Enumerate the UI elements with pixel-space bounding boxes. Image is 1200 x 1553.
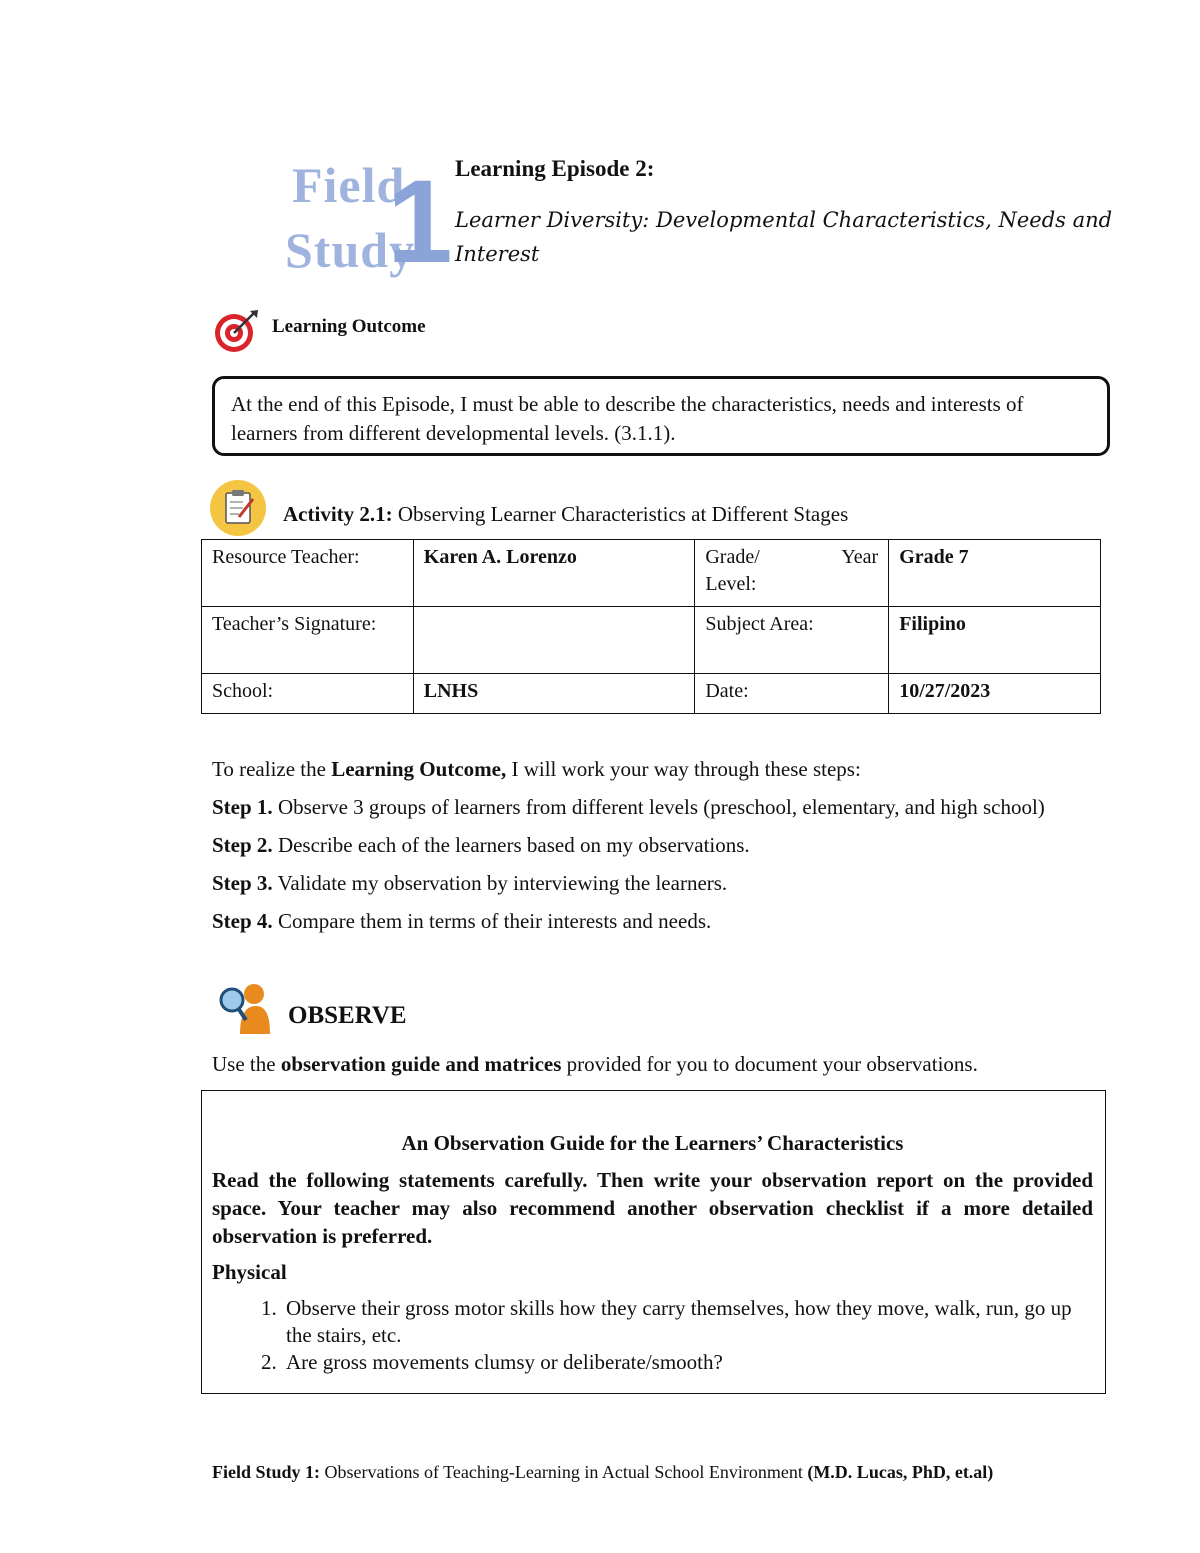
subject-area-label: Subject Area:: [695, 607, 889, 674]
episode-title: Learning Episode 2:: [455, 156, 655, 181]
date-label: Date:: [695, 674, 889, 714]
footer-course: Field Study 1:: [212, 1462, 321, 1482]
guide-instructions: Read the following statements carefully. Then write your observation report on the provided space. Your teacher may also recommend another observation checklist if a more detailed observation is preferred.: [212, 1168, 1093, 1248]
target-icon: [212, 308, 260, 354]
observe-text-post: provided for you to document your observations.: [566, 1052, 978, 1076]
step-text: Compare them in terms of their interests and needs.: [277, 909, 712, 933]
grade-level-value: Grade 7: [889, 540, 1101, 607]
step-label: Step 4.: [212, 909, 273, 933]
grade-label-part: Grade/: [705, 546, 760, 568]
learning-outcome-text: At the end of this Episode, I must be able to describe the characteristics, needs and interests of learners from different developmental levels. (3.1.1).: [231, 392, 1024, 445]
logo-study-text: Study: [285, 222, 416, 278]
list-item: [212, 832, 1116, 859]
guide-title: An Observation Guide for the Learners’ Characteristics: [401, 1131, 904, 1155]
step-text: Validate my observation by interviewing the learners.: [277, 871, 728, 895]
steps-intro-bold: Learning Outcome,: [331, 757, 507, 781]
step-label: Step 1.: [212, 795, 273, 819]
step-text: Describe each of the learners based on my observations.: [277, 833, 750, 857]
footer-text: Observations of Teaching-Learning in Actual School Environment: [324, 1462, 803, 1482]
step-label: Step 3.: [212, 871, 273, 895]
logo-number: 1: [387, 156, 453, 288]
footer-authors: (M.D. Lucas, PhD, et.al): [807, 1462, 994, 1482]
activity-heading: [283, 502, 848, 527]
school-label: School:: [202, 674, 414, 714]
magnifier-person-icon: [216, 980, 272, 1036]
observation-guide-box: [201, 1090, 1106, 1394]
resource-teacher-label: Resource Teacher:: [202, 540, 414, 607]
table-row: [202, 674, 1101, 714]
activity-title: Observing Learner Characteristics at Different Stages: [397, 502, 849, 526]
step-text: Observe 3 groups of learners from different levels (preschool, elementary, and high school): [277, 795, 1045, 819]
steps-intro-post: I will work your way through these steps:: [511, 757, 861, 781]
info-table: [201, 539, 1101, 714]
activity-label: Activity 2.1:: [283, 502, 393, 526]
step-label: Step 2.: [212, 833, 273, 857]
list-item: [212, 870, 1116, 897]
level-label-part: Level:: [705, 573, 757, 595]
guide-list: [212, 1295, 1093, 1376]
signature-value: [413, 607, 695, 674]
list-item: 2. Are gross movements clumsy or deliberate/smooth?: [282, 1349, 1093, 1376]
observe-text-pre: Use the: [212, 1052, 276, 1076]
observe-heading: OBSERVE: [288, 1002, 407, 1029]
observe-text-bold: observation guide and matrices: [280, 1052, 562, 1076]
table-row: [202, 540, 1101, 607]
subject-area-value: Filipino: [889, 607, 1101, 674]
list-item: [212, 794, 1116, 821]
learning-outcome-label: Learning Outcome: [272, 316, 426, 337]
grade-level-label: [695, 540, 889, 607]
observe-instruction: [212, 1052, 978, 1077]
page-footer: [212, 1462, 993, 1483]
list-item: [212, 908, 1116, 935]
clipboard-icon: [209, 479, 267, 537]
resource-teacher-value: Karen A. Lorenzo: [413, 540, 695, 607]
episode-subtitle: Learner Diversity: Developmental Characteristics, Needs and Interest: [455, 208, 1113, 266]
steps-intro: [212, 756, 1116, 783]
steps-section: [212, 756, 1116, 946]
logo-field-text: Field: [292, 157, 406, 213]
signature-label: Teacher’s Signature:: [202, 607, 414, 674]
date-value: 10/27/2023: [889, 674, 1101, 714]
school-value: LNHS: [413, 674, 695, 714]
guide-section-physical: Physical: [212, 1260, 287, 1284]
table-row: [202, 607, 1101, 674]
year-label-part: Year: [841, 546, 879, 568]
learning-outcome-box: [212, 376, 1110, 456]
list-item: 1. Observe their gross motor skills how they carry themselves, how they move, walk, run, go up the stairs, etc.: [282, 1295, 1093, 1349]
steps-intro-pre: To realize the: [212, 757, 326, 781]
